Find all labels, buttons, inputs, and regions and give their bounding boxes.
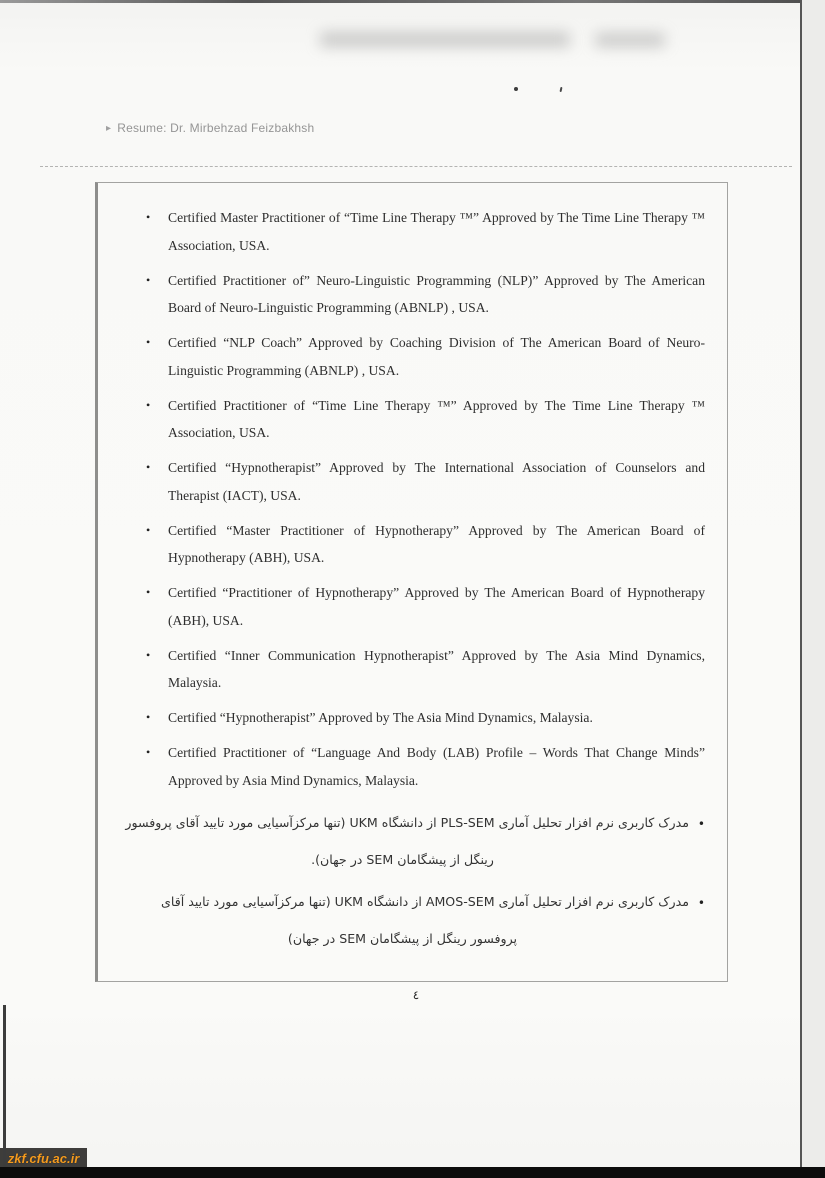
certification-item: [148, 517, 705, 572]
bullet-icon: •: [697, 896, 705, 910]
watermark-text: zkf.cfu.ac.ir: [7, 1150, 80, 1166]
ink-speck: [560, 87, 563, 92]
bullet-icon: •: [146, 745, 151, 759]
certification-item: [148, 267, 705, 322]
arrow-right-icon: ▸: [106, 122, 112, 134]
scan-right-margin: [802, 0, 825, 1178]
certification-item: [148, 739, 705, 794]
certification-text: Certified “Hypnotherapist” Approved by The Asia Mind Dynamics, Malaysia.: [168, 710, 593, 725]
scan-right-edge-line: [800, 0, 802, 1178]
bullet-icon: •: [146, 647, 151, 662]
certifications-list-persian: [125, 804, 705, 957]
bullet-icon: •: [146, 522, 151, 537]
certification-item: [148, 392, 705, 447]
certification-text: Certified Practitioner of” Neuro-Linguistic Programming (NLP)” Approved by The American Board of Neuro-Linguistic Programming (ABNLP) , USA.: [168, 272, 705, 315]
certifications-box: [95, 182, 728, 982]
bullet-icon: •: [146, 710, 151, 724]
scan-top-edge: [0, 0, 825, 3]
certification-text: Certified “Inner Communication Hypnotherapist” Approved by The Asia Mind Dynamics, Malaysia.: [168, 647, 705, 690]
watermark-badge: [0, 1148, 87, 1168]
bullet-icon: •: [146, 335, 151, 349]
bullet-icon: •: [146, 585, 151, 599]
bullet-icon: •: [146, 460, 151, 474]
certification-text: Certified Master Practitioner of “Time Line Therapy ™” Approved by The Time Line Therapy ™ Association, USA.: [168, 210, 705, 253]
certification-text-line1: مدرک کاربری نرم افزار تحلیل آماری AMOS-SEM از دانشگاه UKM (تنها مرکزآسیایی مورد تایید آقای: [161, 894, 689, 909]
certifications-list-english: [148, 204, 705, 794]
bullet-icon: •: [146, 397, 151, 412]
dotted-separator: [40, 166, 792, 167]
certification-item: [148, 579, 705, 634]
scan-bottom-edge: [0, 1167, 825, 1178]
certification-item: [148, 454, 705, 509]
certification-text: Certified “Master Practitioner of Hypnotherapy” Approved by The American Board of Hypnotherapy (ABH), USA.: [168, 522, 705, 565]
certification-item-persian: [116, 804, 705, 878]
certification-text-line2: پروفسور رینگل از پیشگامان SEM در جهان): [287, 931, 518, 946]
certification-item: [148, 329, 705, 384]
page-showthrough-artifact: [320, 32, 570, 47]
certification-text: Certified “Hypnotherapist” Approved by The International Association of Counselors and Therapist (IACT), USA.: [168, 460, 705, 503]
document-title: Resume: Dr. Mirbehzad Feizbakhsh: [117, 121, 315, 135]
bullet-icon: •: [146, 210, 151, 224]
certification-text: Certified “Practitioner of Hypnotherapy” Approved by The American Board of Hypnotherapy (ABH), USA.: [168, 585, 705, 628]
certification-text: Certified Practitioner of “Language And Body (LAB) Profile – Words That Change Minds” Approved by Asia Mind Dynamics, Malaysia.: [168, 745, 705, 788]
certification-item: [148, 704, 705, 732]
scan-left-edge-line: [3, 1005, 6, 1178]
bullet-icon: •: [146, 272, 151, 287]
page-number: ٤: [412, 988, 420, 1002]
certification-item: [148, 204, 705, 259]
page-showthrough-artifact: [595, 33, 665, 47]
ink-speck: [514, 87, 518, 91]
certification-item: [148, 642, 705, 697]
certification-text: Certified “NLP Coach” Approved by Coaching Division of The American Board of Neuro-Linguistic Programming (ABNLP) , USA.: [168, 335, 705, 378]
certification-text-line2: رینگل از پیشگامان SEM در جهان).: [311, 852, 494, 867]
certification-text: Certified Practitioner of “Time Line Therapy ™” Approved by The Time Line Therapy ™ Association, USA.: [168, 397, 705, 440]
document-header: [106, 121, 314, 135]
certification-text-line1: مدرک کاربری نرم افزار تحلیل آماری PLS-SEM از دانشگاه UKM (تنها مرکزآسیایی مورد تایید آقای پروفسور: [125, 815, 689, 830]
certification-item-persian: [116, 883, 705, 957]
bullet-icon: •: [697, 817, 705, 831]
